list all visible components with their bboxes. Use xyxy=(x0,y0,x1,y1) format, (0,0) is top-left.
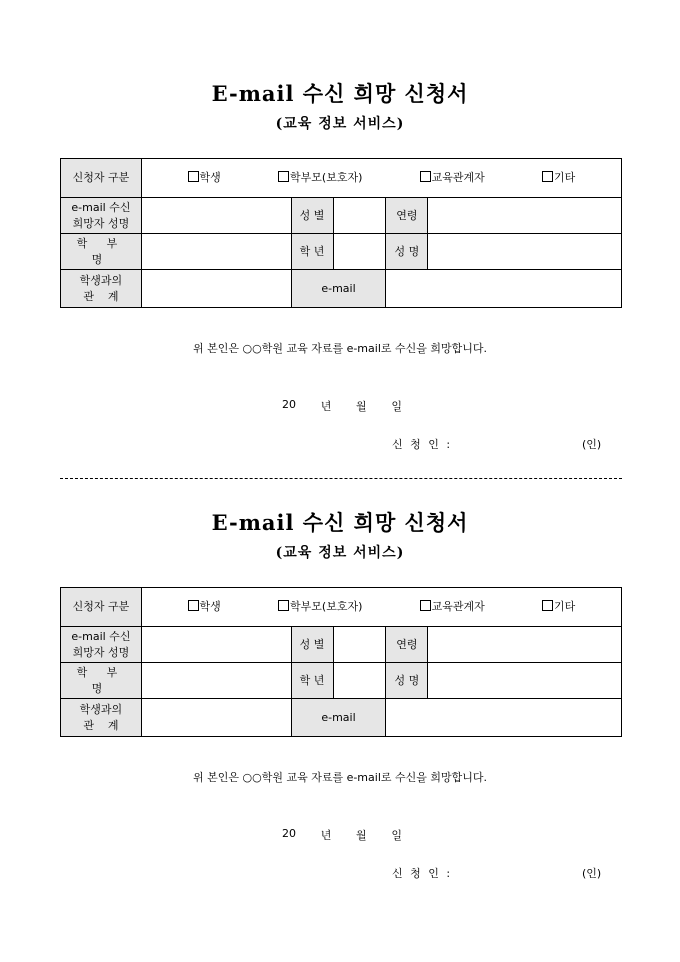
gender-label: 성 별 xyxy=(291,198,333,234)
table-row xyxy=(61,270,622,308)
month-unit: 월 xyxy=(356,400,367,413)
option-parent[interactable]: 학부모(보호자) xyxy=(278,599,362,615)
applicant-label: 신 청 인 : xyxy=(392,867,453,880)
checkbox[interactable] xyxy=(420,171,431,182)
checkbox[interactable] xyxy=(188,600,199,611)
statement-text: 위 본인은 ○○학원 교육 자료를 e-mail로 수신을 희망합니다. xyxy=(193,342,487,355)
day-unit: 일 xyxy=(391,829,402,842)
relation-label: 학생과의 관 계 xyxy=(61,270,142,308)
relation-label: 학생과의 관 계 xyxy=(61,699,142,737)
grade-field[interactable] xyxy=(333,234,386,270)
table-row xyxy=(61,588,622,627)
option-student[interactable]: 학생 xyxy=(188,170,221,186)
applicant-type-label: 신청자 구분 xyxy=(61,588,142,627)
relation-field[interactable] xyxy=(141,270,291,308)
relation-field[interactable] xyxy=(141,699,291,737)
cut-line-divider xyxy=(60,478,622,479)
age-field[interactable] xyxy=(428,198,622,234)
email-field[interactable] xyxy=(386,270,622,308)
checkbox[interactable] xyxy=(188,171,199,182)
name-field[interactable] xyxy=(428,234,622,270)
name-label: 성 명 xyxy=(386,234,428,270)
applicant-label: 신 청 인 : xyxy=(392,438,453,451)
age-label: 연령 xyxy=(386,627,428,663)
applicant-type-options xyxy=(141,159,621,198)
option-student[interactable]: 학생 xyxy=(188,599,221,615)
table-row xyxy=(61,159,622,198)
seal-mark: (인) xyxy=(582,438,602,451)
table-row xyxy=(61,627,622,663)
name-field[interactable] xyxy=(428,663,622,699)
checkbox[interactable] xyxy=(420,600,431,611)
email-name-label: e-mail 수신 희망자 성명 xyxy=(61,198,142,234)
email-label: e-mail xyxy=(291,699,386,737)
form-title: E-mail 수신 희망 신청서 xyxy=(211,510,469,535)
email-name-field[interactable] xyxy=(141,627,291,663)
option-other[interactable]: 기타 xyxy=(542,170,575,186)
applicant-type-options xyxy=(141,588,621,627)
application-table xyxy=(60,587,622,737)
email-name-field[interactable] xyxy=(141,198,291,234)
year-unit: 년 xyxy=(320,829,332,842)
applicant-type-label: 신청자 구분 xyxy=(61,159,142,198)
option-other[interactable]: 기타 xyxy=(542,599,575,615)
age-label: 연령 xyxy=(386,198,428,234)
table-row xyxy=(61,198,622,234)
option-educator[interactable]: 교육관계자 xyxy=(420,170,485,186)
checkbox[interactable] xyxy=(278,600,289,611)
grade-field[interactable] xyxy=(333,663,386,699)
year-unit: 년 xyxy=(320,400,332,413)
form-title: E-mail 수신 희망 신청서 xyxy=(211,81,469,106)
email-label: e-mail xyxy=(291,270,386,308)
email-field[interactable] xyxy=(386,699,622,737)
checkbox[interactable] xyxy=(278,171,289,182)
gender-label: 성 별 xyxy=(291,627,333,663)
school-label: 학 부 명 xyxy=(61,234,142,270)
form-subtitle: (교육 정보 서비스) xyxy=(275,116,405,132)
option-educator[interactable]: 교육관계자 xyxy=(420,599,485,615)
year-field[interactable]: 20 xyxy=(282,827,296,840)
checkbox[interactable] xyxy=(542,600,553,611)
name-label: 성 명 xyxy=(386,663,428,699)
option-parent[interactable]: 학부모(보호자) xyxy=(278,170,362,186)
application-table xyxy=(60,158,622,308)
form-subtitle: (교육 정보 서비스) xyxy=(275,545,405,561)
day-unit: 일 xyxy=(391,400,402,413)
grade-label: 학 년 xyxy=(291,663,333,699)
gender-field[interactable] xyxy=(333,627,386,663)
school-field[interactable] xyxy=(141,663,291,699)
email-name-label: e-mail 수신 희망자 성명 xyxy=(61,627,142,663)
seal-mark: (인) xyxy=(582,867,602,880)
gender-field[interactable] xyxy=(333,198,386,234)
date-line xyxy=(282,398,402,414)
table-row xyxy=(61,663,622,699)
grade-label: 학 년 xyxy=(291,234,333,270)
school-label: 학 부 명 xyxy=(61,663,142,699)
date-line xyxy=(282,827,402,843)
age-field[interactable] xyxy=(428,627,622,663)
checkbox[interactable] xyxy=(542,171,553,182)
year-field[interactable]: 20 xyxy=(282,398,296,411)
month-unit: 월 xyxy=(356,829,367,842)
school-field[interactable] xyxy=(141,234,291,270)
table-row xyxy=(61,699,622,737)
statement-text: 위 본인은 ○○학원 교육 자료를 e-mail로 수신을 희망합니다. xyxy=(193,771,487,784)
table-row xyxy=(61,234,622,270)
